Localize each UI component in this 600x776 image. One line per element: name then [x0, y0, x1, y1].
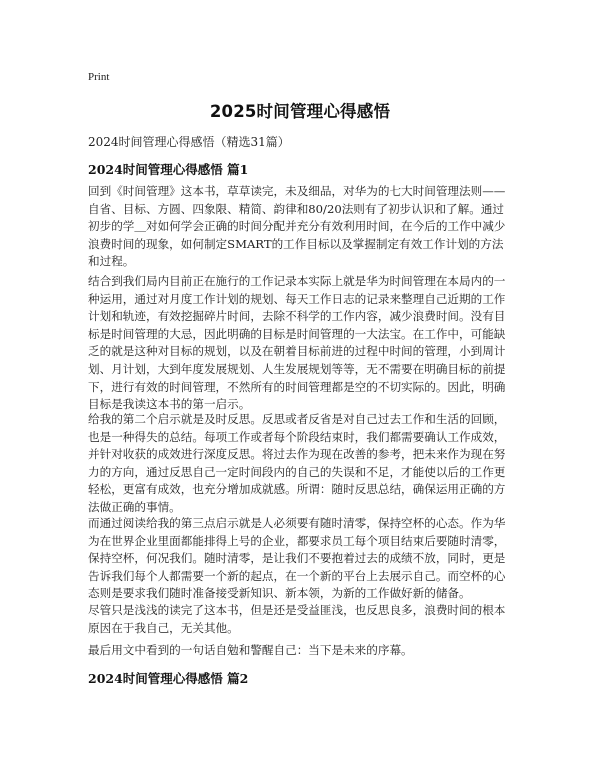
paragraph-5 [88, 602, 514, 637]
text-line: 初步的学＿对如何学会正确的时间分配并充分有效利用时间，在今后的工作中减少 [88, 219, 506, 234]
text-line: 回到《时间管理》这本书，草草读完，未及细品，对华为的七大时间管理法则—— [88, 184, 506, 198]
text-line: 法做正确的事情。 [88, 499, 181, 514]
paragraph-1 [88, 183, 514, 271]
text-line: 自省、目标、方圆、四象限、精简、韵律和80/20法则有了初步认识和了解。通过 [88, 201, 505, 216]
paragraph-4 [88, 515, 514, 603]
text-line: 浪费时间的现象，如何制定SMART的工作目标以及掌握制定有效工作计划的方法 [88, 236, 504, 251]
text-line: 尽管只是浅浅的读完了这本书，但是还是受益匪浅，也反思良多，浪费时间的根本 [88, 603, 506, 617]
text-line: 告诉我们每个人都需要一个新的起点，在一个新的平台上去展示自己。而空杯的心 [88, 568, 506, 583]
text-line: 标是时间管理的大忌，因此明确的目标是时间管理的一大法宝。在工作中，可能缺 [88, 326, 506, 341]
text-line: 给我的第二个启示就是及时反思。反思或者反省是对自己过去工作和生活的回顾， [88, 412, 506, 426]
text-line: 力的方向，通过反思自己一定时间段内的自己的失误和不足，才能使以后的工作更 [88, 464, 506, 479]
text-line: 下，进行有效的时间管理，不然所有的时间管理都是空的不切实际的。因此，明确 [88, 379, 506, 394]
text-line: 也是一种得失的总结。每项工作或者每个阶段结束时，我们都需要确认工作成效， [88, 429, 506, 444]
section-heading-2: 2024时间管理心得感悟 篇2 [88, 671, 249, 686]
text-line: 并针对收获的成效进行深度反思。将过去作为现在改善的参考，把未来作为现在努 [88, 447, 506, 462]
print-link[interactable]: Print [88, 71, 110, 83]
document-subtitle: 2024时间管理心得感悟（精选31篇） [88, 135, 290, 149]
text-line: 划、月计划，大到年度发展规划、人生发展规划等等，无不需要在明确目标的前提 [88, 361, 506, 376]
text-line: 最后用文中看到的一句话自勉和警醒自己：当下是未来的序幕。 [88, 643, 413, 657]
section-heading-1: 2024时间管理心得感悟 篇1 [88, 162, 249, 177]
paragraph-3 [88, 411, 514, 517]
text-line: 而通过阅读给我的第三点启示就是人必须要有随时清零，保持空杯的心态。作为华 [88, 516, 506, 530]
paragraph-6 [88, 642, 514, 660]
paragraph-2 [88, 273, 514, 414]
text-line: 保持空杯，何况我们。随时清零，是让我们不要抱着过去的成绩不放，同时，更是 [88, 551, 506, 566]
document-title: 2025时间管理心得感悟 [209, 102, 391, 121]
text-line: 种运用，通过对月度工作计划的规划、每天工作日志的记录来整理自己近期的工作 [88, 291, 506, 306]
text-line: 结合到我们局内目前正在施行的工作记录本实际上就是华为时间管理在本局内的一 [88, 274, 506, 288]
text-line: 为在世界企业里面都能排得上号的企业，都要求员工每个项目结束后要随时清零， [88, 533, 506, 548]
text-line: 和过程。 [88, 254, 135, 269]
text-line: 目标是我读这本书的第一启示。 [88, 397, 251, 412]
text-line: 计划和轨迹，有效挖掘碎片时间，去除不科学的工作内容，减少浪费时间。没有目 [88, 309, 506, 324]
text-line: 乏的就是这种对目标的规划，以及在朝着目标前进的过程中时间的管理，小到周计 [88, 344, 506, 359]
text-line: 轻松，更富有成效，也充分增加成就感。所谓：随时反思总结，确保运用正确的方 [88, 482, 506, 497]
text-line: 原因在于我自己，无关其他。 [88, 620, 239, 635]
text-line: 态则是要求我们随时准备接受新知识、新本领，为新的工作做好新的储备。 [88, 586, 471, 601]
